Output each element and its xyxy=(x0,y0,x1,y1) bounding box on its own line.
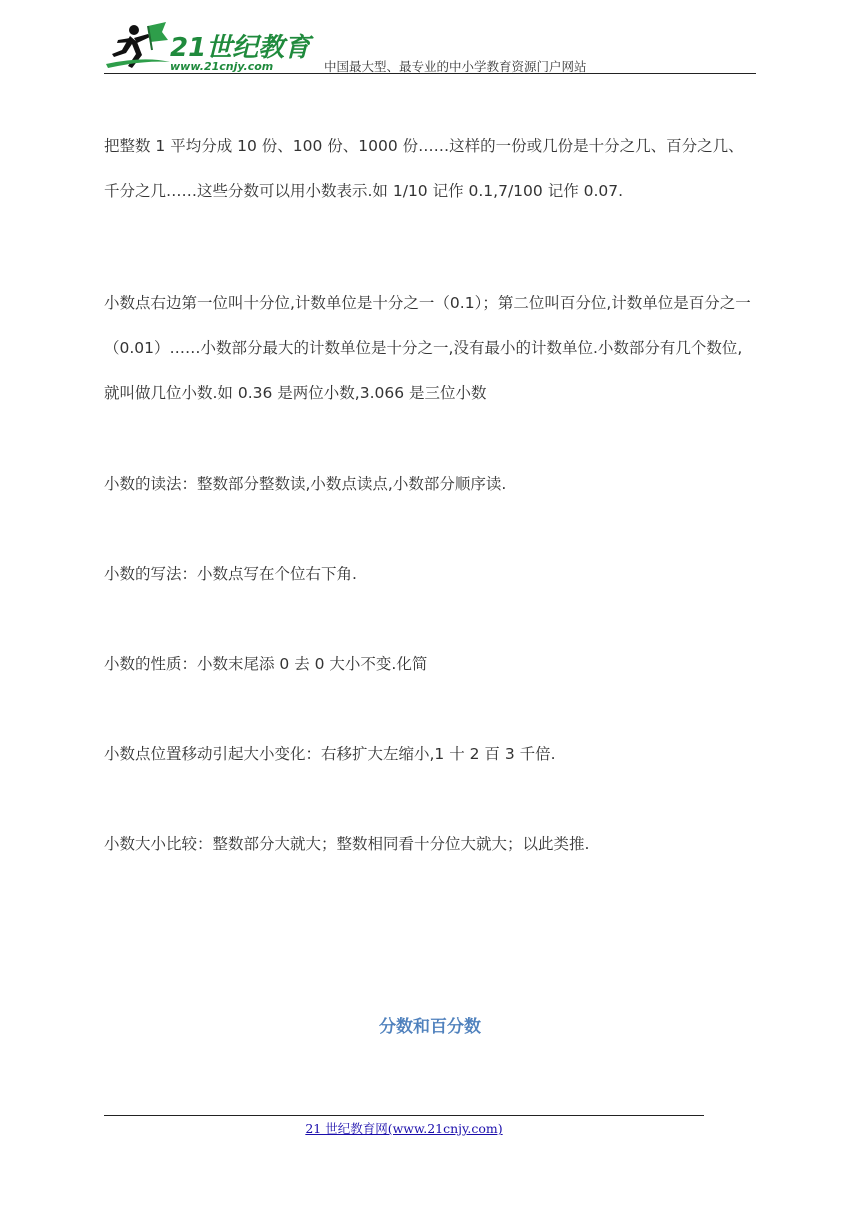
logo-wordmark: 21世纪教育 xyxy=(170,33,311,63)
paragraph-point-movement: 小数点位置移动引起大小变化：右移扩大左缩小,1 十 2 百 3 千倍. xyxy=(104,745,556,763)
paragraph-comparing-decimals: 小数大小比较：整数部分大就大；整数相同看十分位大就大；以此类推. xyxy=(104,835,590,853)
header-divider xyxy=(104,73,756,74)
footer-site-link[interactable]: 21 世纪教育网(www.21cnjy.com) xyxy=(305,1121,503,1136)
paragraph-writing-decimals: 小数的写法：小数点写在个位右下角. xyxy=(104,565,357,583)
section-heading: 分数和百分数 xyxy=(379,1017,481,1037)
runner-logo-icon xyxy=(104,20,314,72)
page-header xyxy=(104,18,756,74)
site-tagline: 中国最大型、最专业的中小学教育资源门户网站 xyxy=(324,59,587,74)
logo-url: www.21cnjy.com xyxy=(170,60,274,72)
paragraph-decimal-property: 小数的性质：小数末尾添 0 去 0 大小不变.化简 xyxy=(104,655,428,673)
footer xyxy=(104,1119,756,1137)
paragraph-reading-decimals: 小数的读法：整数部分整数读,小数点读点,小数部分顺序读. xyxy=(104,475,507,493)
paragraph-decimal-meaning: 把整数 1 平均分成 10 份、100 份、1000 份……这样的一份或几份是十分之几、百分之几、千分之几……这些分数可以用小数表示.如 1/10 记作 0.1,7/100 记作 0.07. xyxy=(104,137,744,200)
site-logo[interactable] xyxy=(104,20,314,72)
footer-divider xyxy=(104,1115,704,1116)
paragraph-decimal-places: 小数点右边第一位叫十分位,计数单位是十分之一（0.1）；第二位叫百分位,计数单位是百分之一（0.01）……小数部分最大的计数单位是十分之一,没有最小的计数单位.小数部分有几个数位,就叫做几位小数.如 0.36 是两位小数,3.066 是三位小数 xyxy=(104,294,751,402)
